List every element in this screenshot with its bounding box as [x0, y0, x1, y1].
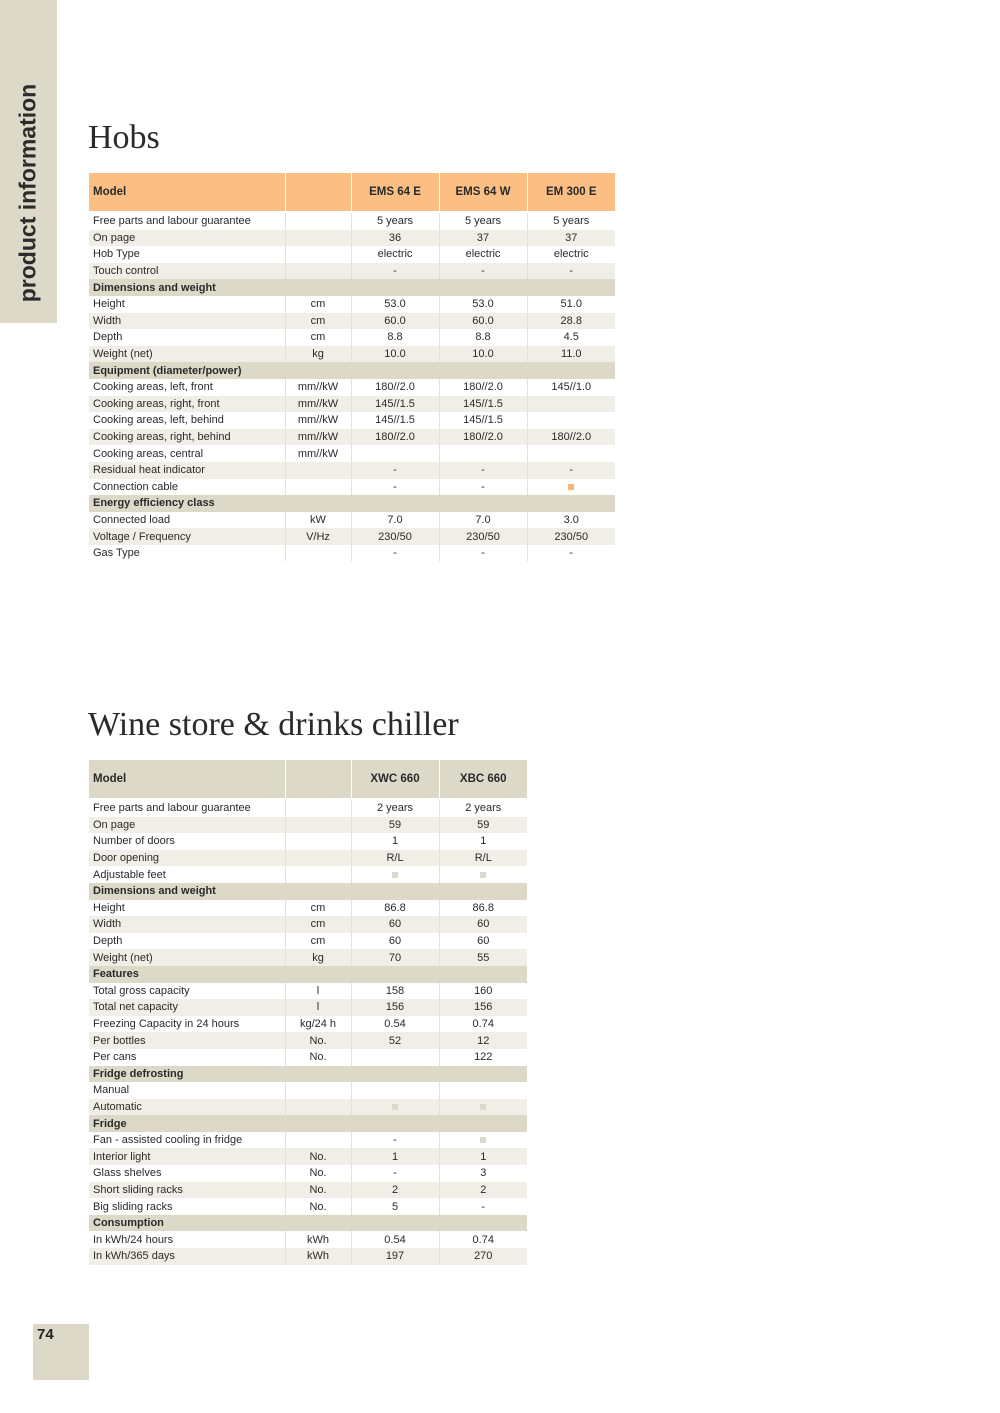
row-unit: kg/24 h	[285, 1016, 351, 1033]
row-label: Hob Type	[89, 246, 285, 263]
row-label: Cooking areas, left, front	[89, 379, 285, 396]
row-label: Per cans	[93, 1051, 137, 1064]
value-cell: 1	[351, 833, 439, 850]
value-cell: 145//1.0	[527, 379, 615, 396]
row-unit: kWh	[285, 1248, 351, 1265]
value-cell: 122	[439, 1049, 527, 1066]
row-label: In kWh/365 days	[89, 1248, 285, 1265]
row-label: Gas Type	[89, 545, 285, 562]
value-cell	[439, 445, 527, 462]
value-cell: 36	[351, 230, 439, 247]
table-row	[89, 1198, 527, 1215]
row-label: Touch control	[89, 263, 285, 280]
value-cell: -	[439, 545, 527, 562]
table-row	[89, 512, 615, 529]
row-label: Residual heat indicator	[89, 462, 285, 479]
value-cell: R/L	[351, 850, 439, 867]
value-cell: -	[351, 263, 439, 280]
value-cell: 180//2.0	[439, 379, 527, 396]
value-cell: 160	[439, 983, 527, 1000]
section-label: Features	[89, 966, 527, 983]
row-unit: l	[285, 999, 351, 1016]
row-label: Weight (net)	[89, 346, 285, 363]
value-cell	[527, 412, 615, 429]
row-unit: cm	[285, 329, 351, 346]
row-unit: cm	[285, 900, 351, 917]
row-label: Total net capacity	[89, 999, 285, 1016]
row-unit: No.	[285, 1182, 351, 1199]
table-row	[89, 313, 615, 330]
section-label: Consumption	[89, 1215, 527, 1232]
header-model-name: EM 300 E	[527, 173, 615, 211]
table-row	[89, 1165, 527, 1182]
value-cell: 53.0	[439, 296, 527, 313]
value-cell: 156	[351, 999, 439, 1016]
header-model-name: EMS 64 E	[351, 173, 439, 211]
side-tab	[0, 0, 57, 323]
row-unit	[285, 479, 351, 496]
value-cell: 1	[351, 1148, 439, 1165]
row-label: Free parts and labour guarantee	[89, 800, 285, 817]
value-cell: 145//1.5	[351, 412, 439, 429]
row-unit	[285, 1132, 351, 1149]
row-unit: No.	[285, 1165, 351, 1182]
value-cell: -	[439, 263, 527, 280]
row-unit: mm//kW	[285, 396, 351, 413]
table-row	[89, 1132, 527, 1149]
value-cell: 230/50	[527, 528, 615, 545]
value-cell	[351, 1082, 439, 1099]
row-unit: mm//kW	[285, 412, 351, 429]
value-cell: 145//1.5	[351, 396, 439, 413]
orange-square-icon	[568, 484, 574, 490]
value-cell: electric	[351, 246, 439, 263]
value-cell: 180//2.0	[439, 429, 527, 446]
value-cell: -	[351, 545, 439, 562]
value-cell: 60	[351, 916, 439, 933]
table-row	[89, 479, 615, 496]
value-cell: 7.0	[439, 512, 527, 529]
value-cell: 2 years	[439, 800, 527, 817]
table-row	[89, 1049, 527, 1066]
row-label: Door opening	[89, 850, 285, 867]
hobs-title: Hobs	[88, 119, 160, 156]
value-cell: 180//2.0	[351, 429, 439, 446]
value-cell: 60	[439, 916, 527, 933]
value-cell: -	[439, 1198, 527, 1215]
table-row	[89, 866, 527, 883]
header-model-label: Model	[89, 173, 285, 211]
table-row	[89, 1231, 527, 1248]
table-row	[89, 949, 527, 966]
value-cell: 270	[439, 1248, 527, 1265]
row-label: Width	[89, 313, 285, 330]
row-unit: cm	[285, 916, 351, 933]
table-row	[89, 379, 615, 396]
row-label: Depth	[93, 331, 123, 344]
row-label: Freezing Capacity in 24 hours	[93, 1018, 240, 1031]
value-cell: 86.8	[351, 900, 439, 917]
feature-square-cell	[439, 1132, 527, 1149]
row-label: Connection cable	[89, 479, 285, 496]
table-row	[89, 346, 615, 363]
section-label: Fridge	[89, 1115, 527, 1132]
value-cell: -	[351, 1132, 439, 1149]
grey-square-icon	[480, 1104, 486, 1110]
feature-square-cell	[439, 1099, 527, 1116]
wine-spec-table	[89, 760, 527, 1265]
header-model-name: XWC 660	[351, 760, 439, 798]
value-cell: 2 years	[351, 800, 439, 817]
table-row	[89, 462, 615, 479]
section-row	[89, 966, 527, 983]
header-model-name: XBC 660	[439, 760, 527, 798]
value-cell: R/L	[439, 850, 527, 867]
value-cell	[527, 445, 615, 462]
table-row	[89, 850, 527, 867]
row-label: Height	[89, 900, 285, 917]
value-cell: 5 years	[351, 213, 439, 230]
table-row	[89, 329, 615, 346]
row-label: Fan - assisted cooling in fridge	[89, 1132, 285, 1149]
row-label: Number of doors	[89, 833, 285, 850]
table-row	[89, 833, 527, 850]
row-label: Cooking areas, right, front	[89, 396, 285, 413]
section-label: Dimensions and weight	[89, 279, 615, 296]
table-row	[89, 246, 615, 263]
value-cell	[527, 396, 615, 413]
value-cell: 55	[439, 949, 527, 966]
row-unit	[285, 213, 351, 230]
section-label: Dimensions and weight	[89, 883, 527, 900]
row-unit: No.	[285, 1049, 351, 1066]
value-cell: 12	[439, 1032, 527, 1049]
value-cell: 230/50	[351, 528, 439, 545]
row-label: Voltage / Frequency	[89, 528, 285, 545]
value-cell: 2	[351, 1182, 439, 1199]
header-unit-cell	[285, 173, 351, 211]
value-cell: -	[439, 479, 527, 496]
value-cell: 230/50	[439, 528, 527, 545]
table-row	[89, 230, 615, 247]
value-cell: 145//1.5	[439, 396, 527, 413]
value-cell: 10.0	[351, 346, 439, 363]
value-cell: 37	[439, 230, 527, 247]
table-row	[89, 800, 527, 817]
value-cell: -	[351, 1165, 439, 1182]
row-unit	[285, 800, 351, 817]
value-cell	[351, 445, 439, 462]
table-row	[89, 1016, 527, 1033]
value-cell: 59	[351, 817, 439, 834]
value-cell: -	[351, 462, 439, 479]
value-cell: 180//2.0	[351, 379, 439, 396]
value-cell: 145//1.5	[439, 412, 527, 429]
value-cell: 52	[351, 1032, 439, 1049]
row-unit	[285, 545, 351, 562]
value-cell: electric	[527, 246, 615, 263]
table-row	[89, 1099, 527, 1116]
value-cell: 5	[351, 1198, 439, 1215]
row-unit	[285, 817, 351, 834]
row-unit	[285, 833, 351, 850]
row-label: In kWh/24 hours	[89, 1231, 285, 1248]
row-unit: No.	[285, 1032, 351, 1049]
value-cell: 180//2.0	[527, 429, 615, 446]
row-unit: mm//kW	[285, 445, 351, 462]
value-cell: 0.54	[351, 1231, 439, 1248]
feature-square-cell	[439, 866, 527, 883]
value-cell: 60.0	[351, 313, 439, 330]
value-cell: 5 years	[439, 213, 527, 230]
grey-square-icon	[480, 1137, 486, 1143]
section-row	[89, 495, 615, 512]
value-cell	[439, 1082, 527, 1099]
row-unit	[285, 263, 351, 280]
row-unit	[285, 850, 351, 867]
value-cell: 2	[439, 1182, 527, 1199]
row-label: Cooking areas, right, behind	[89, 429, 285, 446]
table-row	[89, 429, 615, 446]
page-number-box	[33, 1324, 89, 1380]
table-row	[89, 1182, 527, 1199]
value-cell: 86.8	[439, 900, 527, 917]
row-label: Cooking areas, left, behind	[89, 412, 285, 429]
value-cell: 7.0	[351, 512, 439, 529]
table-row	[89, 528, 615, 545]
table-row	[89, 933, 527, 950]
value-cell: 5 years	[527, 213, 615, 230]
row-unit	[285, 230, 351, 247]
value-cell: 0.54	[351, 1016, 439, 1033]
table-row	[89, 296, 615, 313]
row-unit	[285, 866, 351, 883]
value-cell: 11.0	[527, 346, 615, 363]
row-unit: cm	[285, 313, 351, 330]
row-label: Free parts and labour guarantee	[89, 213, 285, 230]
row-unit	[285, 246, 351, 263]
row-unit	[285, 1099, 351, 1116]
table-header-row	[89, 760, 527, 798]
value-cell: 51.0	[527, 296, 615, 313]
row-label: Weight (net)	[89, 949, 285, 966]
row-label: Depth	[89, 933, 285, 950]
section-label: Equipment (diameter/power)	[89, 362, 615, 379]
feature-square-cell	[351, 1099, 439, 1116]
value-cell: 3.0	[527, 512, 615, 529]
row-unit: No.	[285, 1148, 351, 1165]
value-cell: 158	[351, 983, 439, 1000]
grey-square-icon	[480, 872, 486, 878]
row-unit	[285, 462, 351, 479]
value-cell: 8.8	[439, 329, 527, 346]
table-row	[89, 545, 615, 562]
side-label: product information	[14, 83, 41, 303]
table-row	[89, 900, 527, 917]
row-unit: kW	[285, 512, 351, 529]
grey-square-icon	[392, 1104, 398, 1110]
row-label: Manual	[93, 1084, 130, 1097]
value-cell: 60	[439, 933, 527, 950]
value-cell: 28.8	[527, 313, 615, 330]
section-row	[89, 883, 527, 900]
table-row	[89, 1148, 527, 1165]
value-cell: 197	[351, 1248, 439, 1265]
value-cell: electric	[439, 246, 527, 263]
page-number: 74	[37, 1326, 54, 1343]
row-unit: kWh	[285, 1231, 351, 1248]
hobs-spec-table	[89, 173, 615, 561]
row-label: Per bottles	[89, 1032, 285, 1049]
value-cell: 0.74	[439, 1016, 527, 1033]
row-label: Interior light	[89, 1148, 285, 1165]
value-cell: 53.0	[351, 296, 439, 313]
header-unit-cell	[285, 760, 351, 798]
row-label: Short sliding racks	[89, 1182, 285, 1199]
feature-square-cell	[351, 866, 439, 883]
value-cell: 1	[439, 833, 527, 850]
section-row	[89, 279, 615, 296]
row-label: Automatic	[89, 1099, 285, 1116]
row-label: Height	[93, 298, 125, 311]
value-cell: -	[439, 462, 527, 479]
table-row	[89, 445, 615, 462]
table-row	[89, 263, 615, 280]
section-row	[89, 362, 615, 379]
row-label: Glass shelves	[89, 1165, 285, 1182]
row-unit: cm	[285, 296, 351, 313]
table-row	[89, 1032, 527, 1049]
feature-square-cell	[527, 479, 615, 496]
section-row	[89, 1066, 527, 1083]
table-row	[89, 213, 615, 230]
header-model-name: EMS 64 W	[439, 173, 527, 211]
value-cell: 59	[439, 817, 527, 834]
value-cell: -	[527, 462, 615, 479]
row-unit: mm//kW	[285, 379, 351, 396]
value-cell: 8.8	[351, 329, 439, 346]
row-label: Connected load	[89, 512, 285, 529]
section-label: Fridge defrosting	[89, 1066, 527, 1083]
row-label: Adjustable feet	[89, 866, 285, 883]
row-unit: cm	[285, 933, 351, 950]
row-unit	[285, 1082, 351, 1099]
table-row	[89, 916, 527, 933]
row-label: Total gross capacity	[93, 984, 190, 997]
value-cell: 3	[439, 1165, 527, 1182]
value-cell: 156	[439, 999, 527, 1016]
section-row	[89, 1115, 527, 1132]
row-unit: No.	[285, 1198, 351, 1215]
row-label: On page	[89, 230, 285, 247]
value-cell: -	[527, 263, 615, 280]
table-row	[89, 396, 615, 413]
section-label: Energy efficiency class	[89, 495, 615, 512]
value-cell: 1	[439, 1148, 527, 1165]
section-row	[89, 1215, 527, 1232]
row-label: Width	[89, 916, 285, 933]
value-cell: -	[527, 545, 615, 562]
row-unit: kg	[285, 346, 351, 363]
table-row	[89, 999, 527, 1016]
table-header-row	[89, 173, 615, 211]
header-model-label: Model	[89, 760, 285, 798]
row-label: Big sliding racks	[89, 1198, 285, 1215]
row-unit: mm//kW	[285, 429, 351, 446]
row-unit: kg	[285, 949, 351, 966]
row-label: Cooking areas, central	[89, 445, 285, 462]
grey-square-icon	[392, 872, 398, 878]
value-cell	[351, 1049, 439, 1066]
value-cell: 0.74	[439, 1231, 527, 1248]
value-cell: -	[351, 479, 439, 496]
table-row	[89, 1082, 527, 1099]
value-cell: 60	[351, 933, 439, 950]
table-row	[89, 1248, 527, 1265]
value-cell: 37	[527, 230, 615, 247]
table-row	[89, 817, 527, 834]
wine-title: Wine store & drinks chiller	[88, 706, 459, 743]
table-row	[89, 412, 615, 429]
value-cell: 70	[351, 949, 439, 966]
row-label: On page	[89, 817, 285, 834]
value-cell: 10.0	[439, 346, 527, 363]
value-cell: 60.0	[439, 313, 527, 330]
row-unit: V/Hz	[285, 528, 351, 545]
value-cell: 4.5	[527, 329, 615, 346]
table-row	[89, 983, 527, 1000]
row-unit: l	[285, 983, 351, 1000]
